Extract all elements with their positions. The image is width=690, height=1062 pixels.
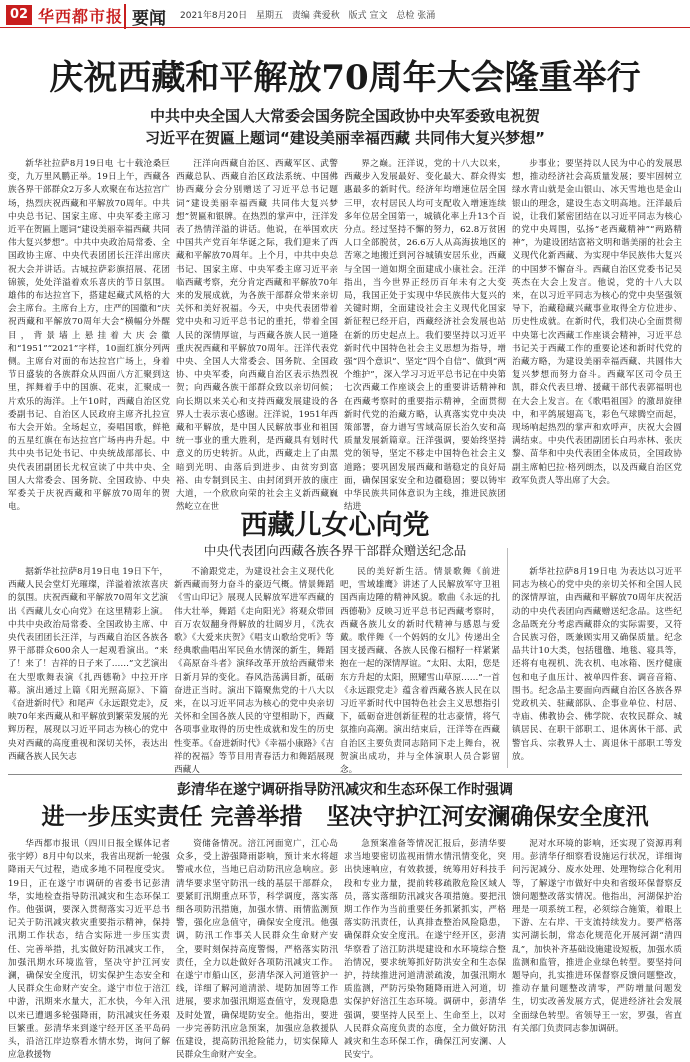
page-meta	[180, 8, 441, 21]
story2-column-1	[8, 566, 168, 770]
story1-subhead-2: 习近平在贺匾上题词“建设美丽幸福西藏 共同伟大复兴梦想”	[145, 129, 545, 147]
story1-column-4	[512, 158, 682, 533]
issue-date: 2021年8月20日	[180, 11, 248, 21]
story3-column-4	[512, 838, 682, 1046]
story1-column-3	[344, 158, 506, 513]
story3-column-2	[176, 838, 338, 1061]
story1-text-1: 新华社拉萨8月19日电 七十载沧桑巨变，九万里风鹏正举。19日上午，西藏各族各界干部群众2万多人欢聚在布达拉宫广场，热烈庆祝西藏和平解放70周年。中共中央总书记、国家主席、中央军委主席习近平在贺匾上题词“建设美丽幸福西藏 共同伟大复兴梦想”。中共中央政治局常委、全国政协主席、中央代表团团长汪洋出席庆祝大会并讲话。古城拉萨彩旗招展、花团锦簇，处处洋溢着欢乐喜庆的节日氛围。雄伟的布达拉宫下，搭建起藏式风格的大会主席台。主席台上方，庄严的国徽和“庆祝西藏和平解放70周年大会”横幅分外醒目，背景墙上悬挂着大庆会徽和“1951”“2021”字样，10面红旗分列两侧。主席台对面的布达拉宫广场上，身着节日盛装的各族群众从四面八方汇聚到这里，挥舞着手中的国旗、花束，汇聚成一片欢乐的海洋。上午10时，西藏自治区党委副书记、自治区人民政府主席齐扎拉宣布大会开始。全场起立，奏唱国歌，鲜艳的五星红旗在布达拉宫广场冉冉升起。中共中央书记处书记、中央统战部部长、中央代表团副团长尤权宣读了中共中央、全国人大常委会、国务院、全国政协、中央军委关于庆祝西藏和平解放70周年的贺电。	[8, 159, 170, 513]
story2-headline: 西藏儿女心向党	[240, 510, 430, 541]
story2-column-4	[512, 566, 682, 770]
story3-headline: 进一步压实责任 完善举措 坚决守护江河安澜确保安全度汛	[41, 803, 649, 830]
story-divider-vertical	[507, 548, 508, 768]
story2-column-2	[174, 566, 334, 776]
story1-headline: 庆祝西藏和平解放70周年大会隆重举行	[49, 58, 641, 98]
story3-kicker: 彭清华在遂宁调研指导防汛减灾和生态环保工作时强调	[177, 782, 513, 798]
story1-subhead-1: 中共中央全国人大常委会国务院全国政协中央军委致电祝贺	[149, 107, 540, 125]
story3-column-1	[8, 838, 170, 1061]
designer-credit: 版式 宣文	[348, 11, 388, 21]
story2-column-3	[340, 566, 500, 776]
section-name: 要闻	[124, 4, 166, 29]
proof-credit: 总检 张涌	[396, 11, 436, 21]
newspaper-logo: 华西都市报	[38, 7, 124, 26]
story1-column-2	[176, 158, 338, 513]
story3-text-1: 华西都市报讯（四川日报全媒体记者 张宇婷）8月中旬以来，我省出现新一轮强降雨天气过程，造成多地不同程度受灾。19日，正在遂宁市调研的省委书记彭清华，实地检查指导防汛减灾和生态环保工作。他强调，要深入贯彻落实习近平总书记关于防汛减灾救灾重要指示精神，保持汛期工作状态，结合实际进一步压实责任、完善举措，扎实做好防汛减灾工作，加强汛期水环境监管，坚决守护江河安澜，确保安全度汛，切实保护生态安全和人民群众生命财产安全。遂宁市位于涪江中游，汛期来水量大，汇水快，今年入汛以来已遭遇多轮强降雨，防汛减灾任务艰巨繁重。彭清华来到遂宁经开区圣平岛码头，沿涪江岸边察看水情水势，询问了解应急救援物	[8, 839, 170, 1061]
story1-text-3: 界之巅。汪洋说，党的十八大以来，西藏步入发展最好、变化最大、群众得实惠最多的新时代。经济年均增速位居全国三甲，农村居民人均可支配收入增速连续多年位居全国第一，城镇化率上升13个百分点。经过坚持不懈的努力，62.8万贫困人口全部脱贫，26.6万人从高海拔地区的苦寒之地搬迁到河谷城镇安居乐业，西藏与全国一道如期全面建成小康社会。汪洋指出，当今世界正经历百年未有之大变局，我国正处于实现中华民族伟大复兴的关键时期，全面建设社会主义现代化国家新征程已经开启，西藏经济社会发展也站在新的历史起点上。我们要坚持以习近平新时代中国特色社会主义思想为指导，增强“四个意识”、坚定“四个自信”、做到“两个维护”，深入学习习近平总书记在中央第七次西藏工作座谈会上的重要讲话精神和在西藏考察时的重要指示精神，全面贯彻新时代党的治藏方略，认真落实党中央决策部署，奋力谱写雪域高原长治久安和高质量发展新篇章。汪洋强调，要始终坚持党的领导，坚定不移走中国特色社会主义道路；要巩固发展西藏和谐稳定的良好局面，确保国家安全和边疆稳固；要以铸牢中华民族共同体意识为主线，推进民族团结进	[344, 159, 506, 513]
page-number: 02	[6, 5, 32, 25]
story1-column-1	[8, 158, 170, 513]
story2-subhead: 中央代表团向西藏各族各界干部群众赠送纪念品	[203, 543, 467, 558]
story2-text-3: 民的美好新生活。情景歌舞《前进吧，雪域雄鹰》讲述了人民解放军守卫祖国西南边陲的精神风貌。歌曲《永远的扎西德勒》反映习近平总书记西藏考察时，西藏各族儿女的新时代精神与感恩与爱戴。歌伴舞《一个妈妈的女儿》传递出全国支援西藏、各族人民像石榴籽一样紧紧抱在一起的深情厚谊。“太阳、太阳，您是东方升起的太阳，照耀雪山草原……”一首《永远跟党走》蕴含着西藏各族人民在以习近平新时代中国特色社会主义思想指引下，砥砺奋进创新征程的壮志豪情，将气氛推向高潮。演出结束后，汪洋等在西藏自治区主要负责同志陪同下走上舞台，祝贺演出成功，并与全体演职人员合影留念。	[340, 567, 500, 776]
story3-text-2: 资储备情况。涪江河面宽广，江心岛众多，受上游强降雨影响，预计来水将超警戒水位，当地已启动防汛应急响应。彭清华要求坚守防汛一线的基层干部群众，要紧盯汛期重点环节，科学调度，落实落细各项防汛措施，加强水情、雨情监测预警，强化应急值守，确保安全度汛。他强调，防汛工作事关人民群众生命财产安全，要时刻保持高度警惕，严格落实防汛责任，全力以赴做好各项防汛减灾工作。在遂宁市船山区，彭清华深入河道管护一线，详细了解河道清淤、堤防加固等工作进展，要求加强汛期巡查值守，发现隐患及时处置，确保堤防安全。他指出，要进一步完善防汛应急预案，加强应急救援队伍建设，提高防汛抢险能力，切实保障人民群众生命财产安全。	[176, 839, 338, 1061]
story1-text-4: 步事业；要坚持以人民为中心的发展思想，推动经济社会高质量发展；要牢固树立绿水青山就是金山银山、冰天雪地也是金山银山的理念，建设生态文明高地。汪洋最后说，让我们紧密团结在以习近平同志为核心的党中央周围，弘扬“老西藏精神”“两路精神”，为建设团结富裕文明和谐美丽的社会主义现代化新西藏、为实现中华民族伟大复兴的中国梦不懈奋斗。西藏自治区党委书记吴英杰在大会上发言。他说，党的十八大以来，在以习近平同志为核心的党中央坚强领导下，治藏稳藏兴藏事业取得全方位进步、历史性成就。在新时代，我们决心全面贯彻中央第七次西藏工作座谈会精神，习近平总书记关于西藏工作的重要论述和新时代党的治藏方略，为建设美丽幸福西藏、共圆伟大复兴梦想而努力奋斗。西藏军区司令员王凯，群众代表旦增、援藏干部代表郭福明也在大会上发言。在《歌唱祖国》的激昂旋律中，和平鸽展翅高飞，彩色气球腾空而起，现场响起热烈的掌声和欢呼声，庆祝大会圆满结束。中央代表团副团长白玛赤林、张庆黎、苗华和中央代表团全体成员，全国政协副主席帕巴拉·格列朗杰，以及西藏自治区党政军负责人等出席了大会。	[512, 159, 682, 486]
story2-text-2: 不渝跟党走，为建设社会主义现代化新西藏而努力奋斗的豪迈气概。情景舞蹈《雪山印记》展现人民解放军进军西藏的伟大壮举，舞蹈《走向阳光》将观众带回百万农奴翻身得解放的壮阔岁月，《洗衣歌》《大爱来庆贺》《唱支山歌给党听》等经典歌曲唱出军民鱼水情深的新生，舞蹈《高原奋斗者》演绎改革开放给西藏带来日新月异的变化。春风浩荡满目新，砥砺奋进正当时。演出下篇聚焦党的十八大以来，在以习近平同志为核心的党中央亲切关怀和全国各族人民的守望相助下，西藏各项事业取得的历史性成就和发生的历史性变革。《奋进新时代》《幸福小康路》《吉祥的祝福》等节目用青春活力和舞蹈展现西藏人	[174, 567, 334, 776]
story3-text-3: 急预案准备等情况汇报后，彭清华要求当地要密切监视雨情水情汛情变化，突出快速响应，有效救援，统筹用好科技手段和专业力量，提前转移疏散危险区域人员，落实落细防汛减灾各项措施。要把汛期工作作为当前重要任务抓紧抓实，严格落实防汛责任，认真排查整治风险隐患，确保群众安全度汛。在遂宁经开区，彭清华察看了涪江防洪堤建设和水环境综合整治情况，要求统筹抓好防洪安全和生态保护，持续推进河道清淤疏浚，加强汛期水质监测，严防污染物随降雨进入河道，切实保护好涪江生态环境。调研中，彭清华强调，要坚持人民至上、生命至上，以对人民群众高度负责的态度，全力做好防汛减灾和生态环保工作，确保江河安澜、人民安宁。	[344, 839, 506, 1061]
story3-column-3	[344, 838, 506, 1061]
story3-text-4: 泥对水环境的影响，还实现了资源再利用。彭清华仔细察看设施运行状况，详细询问污泥减分、废水处理、处理物综合化利用等，了解遂宁市做好中央和省级环保督察反馈问题整改落实情况。他指出，河湖保护治理是一项系统工程，必须综合施策，着眼上下游、左右岸、干支流持续发力。要严格落实河湖长制，常态化规范化开展河湖“清四乱”，加快补齐基础设施建设短板，加强水质监测和监管，推进企业绿色转型。要坚持问题导向，扎实推进环保督察反馈问题整改，推动存量问题整改清零，严防增量问题发生，切实改善发展方式，促进经济社会发展全面绿色转型。省领导王一宏，罗强，省直有关部门负责同志参加调研。	[512, 839, 682, 1034]
issue-weekday: 星期五	[255, 11, 283, 21]
story1-text-2: 汪洋向西藏自治区、西藏军区、武警西藏总队、西藏自治区政法系统、中国佛协西藏分会分别赠送了习近平总书记题词“建设美丽幸福西藏 共同伟大复兴梦想”贺匾和银牌。在热烈的掌声中，汪洋发表了热情洋溢的讲话。他说，在举国欢庆中国共产党百年华诞之际，我们迎来了西藏和平解放70周年。上个月，中共中央总书记、国家主席、中央军委主席习近平亲临西藏考察，充分肯定西藏和平解放70年来的发展成就，为各族干部群众带来亲切关怀和美好祝福。今天，中央代表团带着党中央和习近平总书记的重托，带着全国人民的深情厚谊，与西藏各族人民一道隆重庆祝西藏和平解放70周年。汪洋代表党中央、全国人大常委会、国务院、全国政协、中央军委，向西藏自治区表示热烈祝贺；向西藏各族干部群众致以亲切问候；向长期以来关心和支持西藏发展建设的各界人士表示衷心感谢。汪洋说，1951年西藏和平解放，是中国人民解放事业和祖国统一事业的重大胜利，是西藏具有划时代意义的历史转折。从此，西藏走上了由黑暗到光明、由落后到进步、由贫穷到富裕、由专制到民主、由封闭到开放的康庄大道，一个欣欣向荣的社会主义新西藏巍然屹立在世	[176, 159, 338, 513]
story2-text-1: 据新华社拉萨8月19日电 19日下午，西藏人民会堂灯光璀璨，洋溢着浓浓喜庆的氛围。庆祝西藏和平解放70周年文艺演出《西藏儿女心向党》在这里精彩上演。中共中央政治局常委、全国政协主席、中央代表团团长汪洋，与西藏自治区各族各界干部群众600余人一起观看演出。“来了！来了！吉祥的日子来了……”文艺演出在大型歌舞表演《扎西德勒》中拉开序幕。演出通过上篇《阳光照高原》、下篇《奋进新时代》和尾声《永远跟党走》，反映70年来西藏从和平解放到繁荣发展的光辉历程，展现以习近平同志为核心的党中央对西藏的高度重视和深切关怀，表达出西藏各族人民矢志	[8, 567, 168, 762]
section-divider	[8, 774, 682, 775]
masthead	[0, 0, 690, 28]
editor-credit: 责编 龚爱秋	[291, 11, 340, 21]
story2-text-4: 新华社拉萨8月19日电 为表达以习近平同志为核心的党中央的亲切关怀和全国人民的深情厚谊，由西藏和平解放70周年庆祝活动的中央代表团向西藏赠送纪念品。这些纪念品既充分考虑西藏群众的实际需要，又符合民族习俗，既兼顾实用又确保质量。纪念品共计10大类，包括氆氇、地毯、寝具等，还将有电视机、洗衣机、电冰箱、医疗健康包和电子血压计、被单四件套、调音音箱、围书。纪念品主要面向西藏自治区各族各界党政机关、驻藏部队、企事业单位、村居、寺庙、佛教协会、佛学院、农牧民群众、城镇居民、在职干部职工、退休离休干部、武警官兵、宗教界人士、离退休干部职工等发放。	[512, 567, 682, 762]
